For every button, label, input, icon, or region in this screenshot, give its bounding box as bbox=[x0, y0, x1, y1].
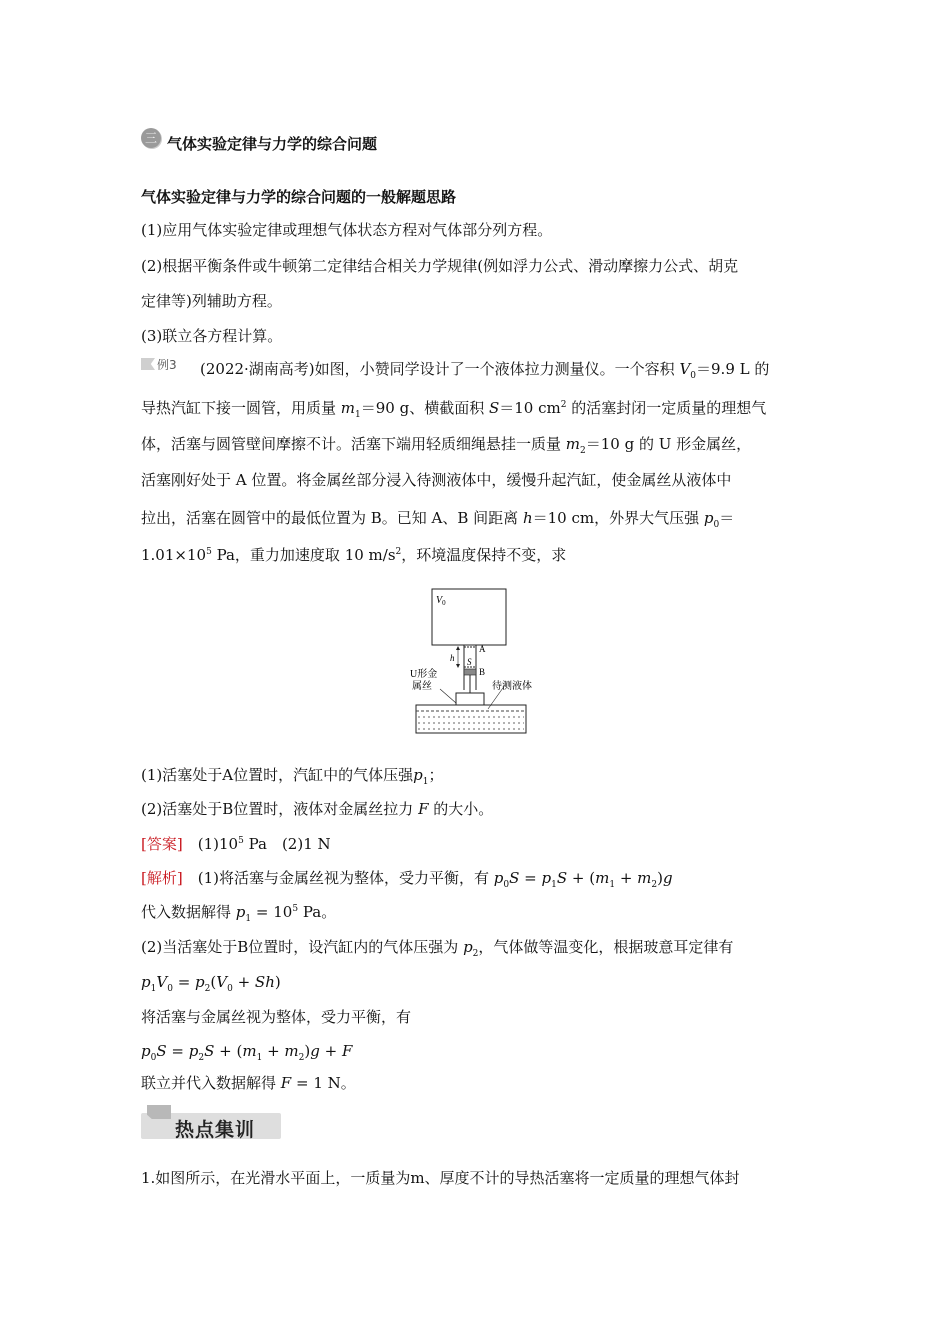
example-line-3: 体，活塞与圆管壁间摩擦不计。活塞下端用轻质细绳悬挂一质量 $m_2=10$ g 的 U 形金属丝， bbox=[141, 435, 752, 456]
banner-tab-icon bbox=[147, 1105, 171, 1119]
answer-line: [答案] $(1)10^5$ Pa (2)1 N bbox=[141, 835, 331, 853]
analysis-line-5: 将活塞与金属丝视为整体，受力平衡，有 bbox=[141, 1008, 412, 1026]
analysis-line-4: $p_1V_0 = p_2(V_0 + Sh)$ bbox=[141, 973, 281, 994]
example-tag: 例3 bbox=[141, 356, 177, 374]
example-line-2: 导热汽缸下接一圆管，用质量 $m_1=90$ g、横截面积 S＝10 $cm^2$ 的活塞封闭一定质量的理想气 bbox=[141, 399, 767, 420]
method-heading: 气体实验定律与力学的综合问题的一般解题思路 bbox=[141, 188, 457, 206]
section-number-badge: 三 bbox=[141, 128, 161, 148]
method-step-2a: (2)根据平衡条件或牛顿第二定律结合相关力学规律(例如浮力公式、滑动摩擦力公式、胡克 bbox=[141, 257, 739, 275]
b-label: B bbox=[479, 667, 486, 677]
example-line-5: 拉出，活塞在圆管中的最低位置为 B。已知 A、B 间距离 h＝10 cm，外界大气压强 $p_0=$ bbox=[141, 509, 735, 530]
liquid-label: 待测液体 bbox=[492, 681, 532, 692]
answer-tag: [答案] bbox=[141, 835, 183, 853]
training-question-1: 1.如图所示，在光滑水平面上，一质量为m、厚度不计的导热活塞将一定质量的理想气体封 bbox=[141, 1169, 740, 1187]
u-wire-label-2: 属丝 bbox=[412, 681, 432, 692]
a-label: A bbox=[479, 644, 486, 654]
flag-icon bbox=[141, 358, 155, 370]
h-label: h bbox=[450, 653, 455, 663]
v0-label: $V_0$ bbox=[436, 595, 446, 607]
analysis-line-6: $p_0S = p_2S + (m_1 + m_2)g + F$ bbox=[141, 1042, 353, 1063]
analysis-line-7: 联立并代入数据解得 F = 1 N。 bbox=[141, 1074, 356, 1092]
example-line-1: (2022·湖南高考)如图，小赞同学设计了一个液体拉力测量仪。一个容积 $V_0=9.9$ L 的 bbox=[200, 360, 770, 381]
analysis-line-3: (2)当活塞处于B位置时，设汽缸内的气体压强为 $p_2$，气体做等温变化，根据玻意耳定律有 bbox=[141, 938, 734, 959]
s-label: S bbox=[467, 657, 472, 667]
section-title: 气体实验定律与力学的综合问题 bbox=[167, 135, 378, 153]
analysis-tag: [解析] bbox=[141, 869, 183, 887]
method-step-2b: 定律等)列辅助方程。 bbox=[141, 292, 282, 310]
piston bbox=[464, 669, 476, 675]
method-step-3: (3)联立各方程计算。 bbox=[141, 327, 283, 345]
training-banner: 热点集训 bbox=[141, 1105, 281, 1143]
example-line-6: $1.01\times 10^5$ Pa，重力加速度取 10 $m/s^2$，环境温度保持不变，求 bbox=[141, 546, 567, 564]
question-1: (1)活塞处于A位置时，汽缸中的气体压强$p_1$； bbox=[141, 766, 444, 787]
method-step-1: (1)应用气体实验定律或理想气体状态方程对气体部分列方程。 bbox=[141, 221, 553, 239]
analysis-line-1: [解析] (1)将活塞与金属丝视为整体，受力平衡，有 $p_0S = p_1S + (m_1 + m_2)g$ bbox=[141, 869, 673, 890]
apparatus-figure bbox=[410, 585, 540, 737]
analysis-line-2: 代入数据解得 $p_1 = 10^5$ Pa。 bbox=[141, 903, 337, 924]
u-wire-label-1: U形金 bbox=[410, 669, 438, 680]
question-2: (2)活塞处于B位置时，液体对金属丝拉力 F 的大小。 bbox=[141, 800, 494, 818]
example-line-4: 活塞刚好处于 A 位置。将金属丝部分浸入待测液体中，缓慢升起汽缸，使金属丝从液体中 bbox=[141, 471, 732, 489]
